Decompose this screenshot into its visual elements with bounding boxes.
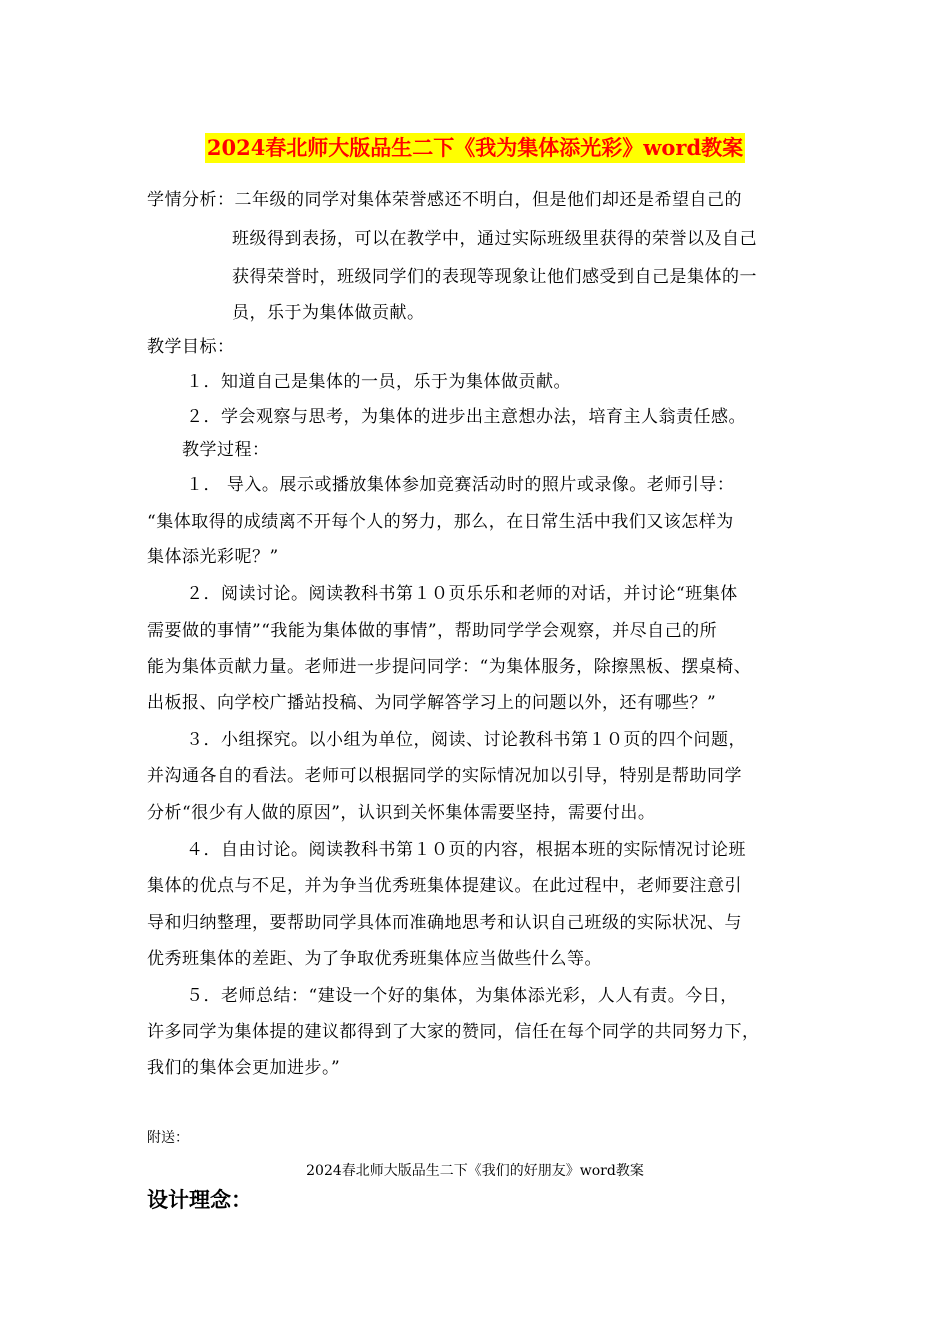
step1-line-1: １． 导入。展示或播放集体参加竞赛活动时的照片或录像。老师引导： (186, 475, 735, 495)
step4-line-2: 集体的优点与不足，并为争当优秀班集体提建议。在此过程中，老师要注意引 (147, 876, 742, 896)
step5-line-1: ５．老师总结：“建设一个好的集体，为集体添光彩，人人有责。今日， (186, 986, 738, 1006)
analysis-line-3: 获得荣誉时，班级同学们的表现等现象让他们感受到自己是集体的一 (232, 267, 757, 287)
step2-line-2: 需要做的事情”“我能为集体做的事情”，帮助同学学会观察，并尽自己的所 (147, 621, 718, 641)
step4-line-4: 优秀班集体的差距、为了争取优秀班集体应当做些什么等。 (147, 949, 602, 969)
title-container (0, 133, 950, 163)
objectives-heading: 教学目标： (147, 337, 235, 357)
attachment-title: 2024春北师大版品生二下《我们的好朋友》word教案 (306, 1163, 644, 1179)
analysis-line-2: 班级得到表扬，可以在教学中，通过实际班级里获得的荣誉以及自己 (232, 229, 757, 249)
step2-line-4: 出板报、向学校广播站投稿、为同学解答学习上的问题以外，还有哪些？” (147, 693, 717, 713)
analysis-line-1: 学情分析：二年级的同学对集体荣誉感还不明白，但是他们却还是希望自己的 (147, 190, 742, 210)
step1-line-3: 集体添光彩呢？” (147, 547, 279, 567)
step1-line-2: “集体取得的成绩离不开每个人的努力，那么，在日常生活中我们又该怎样为 (147, 512, 734, 532)
step4-line-3: 导和归纳整理，要帮助同学具体而准确地思考和认识自己班级的实际状况、与 (147, 913, 742, 933)
design-concept-heading: 设计理念： (147, 1188, 252, 1212)
step3-line-1: ３．小组探究。以小组为单位，阅读、讨论教科书第１０页的四个问题， (186, 730, 746, 750)
step2-line-3: 能为集体贡献力量。老师进一步提问同学：“为集体服务，除擦黑板、摆桌椅、 (147, 657, 752, 677)
process-heading: 教学过程： (182, 440, 270, 460)
step2-line-1: ２．阅读讨论。阅读教科书第１０页乐乐和老师的对话，并讨论“班集体 (186, 584, 738, 604)
step4-line-1: ４．自由讨论。阅读教科书第１０页的内容，根据本班的实际情况讨论班 (186, 840, 746, 860)
step3-line-2: 并沟通各自的看法。老师可以根据同学的实际情况加以引导，特别是帮助同学 (147, 766, 742, 786)
objective-item-2: ２．学会观察与思考，为集体的进步出主意想办法，培育主人翁责任感。 (186, 407, 746, 427)
step3-line-3: 分析“很少有人做的原因”，认识到关怀集体需要坚持，需要付出。 (147, 803, 656, 823)
attachment-label: 附送： (147, 1130, 189, 1146)
document-title: 2024春北师大版品生二下《我为集体添光彩》word教案 (205, 133, 745, 163)
analysis-line-4: 员，乐于为集体做贡献。 (232, 303, 425, 323)
step5-line-3: 我们的集体会更加进步。” (147, 1058, 341, 1078)
step5-line-2: 许多同学为集体提的建议都得到了大家的赞同，信任在每个同学的共同努力下， (147, 1022, 760, 1042)
objective-item-1: １．知道自己是集体的一员，乐于为集体做贡献。 (186, 372, 571, 392)
